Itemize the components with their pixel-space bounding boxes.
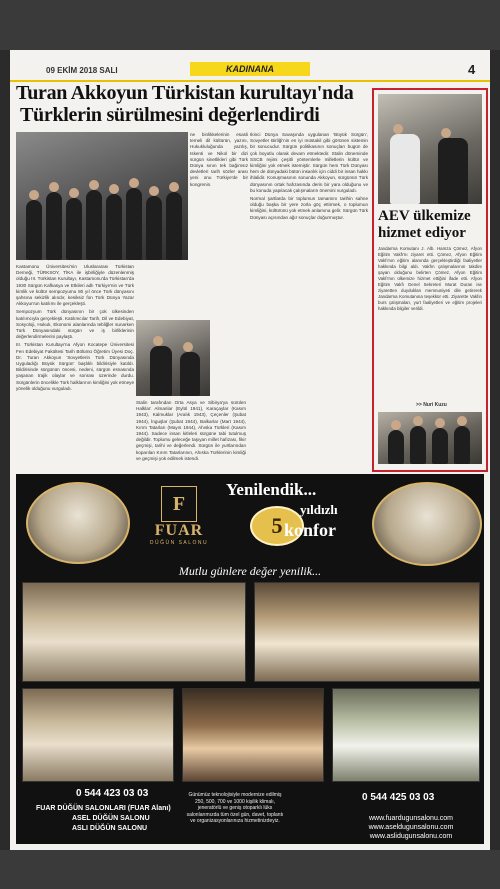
article-paragraph: Normal şartlarda bir toplumun tamamını tarihin sahne olduğu başka bir yere zorla göç ettirmek, o toplumun kimliğini, kültürünü yok etmek anlamına gelir. Sürgün Türk Dünyası açısından ağır sonuçlar doğurmuştur. xyxy=(250,196,368,220)
article-headline xyxy=(16,82,372,126)
website-list xyxy=(338,814,484,841)
article-column-2 xyxy=(136,400,246,468)
person-figure xyxy=(166,192,182,260)
hall-name-2: ASEL DÜĞÜN SALONU xyxy=(72,815,150,822)
person-figure xyxy=(126,188,142,260)
sidebar-title-line-1: AEV ülkemize xyxy=(378,208,471,224)
person-figure xyxy=(454,426,470,464)
headline-line-1: Turan Akkoyun Türkistan kurultayı'nda xyxy=(16,82,354,104)
hall-photo-3 xyxy=(22,688,174,782)
hall-name-1: FUAR DÜĞÜN SALONLARI (FUAR Alanı) xyxy=(36,805,171,812)
page-number: 4 xyxy=(468,62,476,77)
person-figure xyxy=(150,346,172,396)
star-rating-badge: 5 xyxy=(250,506,304,546)
article-paragraph: ne binlikkelerinin esasli temeli dil kültürün, yazını, Hukukluluğunda yazılış, Iskenti ve Nikol bir dizi sürgün sinetlikleri gibi Türk Dünya sının tek bağımsız devletleri tarih sözler arası yeni onu Türkiye'de bir kongrenin. xyxy=(190,132,248,187)
article-column-1 xyxy=(16,264,134,468)
sidebar-text: Jandarma Komutanı J. Alb. Hamza Çömez, Afyon Eğitim Vakfı'nı ziyaret etti. Çömez, Afyon Eğitim Vakfı'nın eğitim alanında gerçekleştirdiği faaliyetler hakkında bilgi aldı. Vakfın çalışmalarının takdire şayan olduğunu belirten Çömez, Afyon Eğitim Vakfı'nın ülkemize hizmet ettiğini ifade etti. Afyon Eğitim Vakfı Genel Sekreteri Murat Duran ise ziyaretten duydukları memnuniyeti dile getirerek Jandarma Komutanına teşekkür etti. Ziyarette Vakfın burs çalışmaları, yurt faaliyetleri ve eğitim projeleri hakkında bilgiler verildi. xyxy=(378,246,482,311)
ad-headline-comfort: konfor xyxy=(284,520,337,540)
phone-bottom-bar xyxy=(0,850,500,889)
website-link[interactable]: www.aseldugunsalonu.com xyxy=(368,824,454,831)
phone-number-left[interactable]: 0 544 423 03 03 xyxy=(76,788,149,799)
phone-number-right[interactable]: 0 544 425 03 03 xyxy=(362,792,435,803)
person-figure xyxy=(46,192,62,260)
page-header xyxy=(10,50,490,82)
sidebar-signature: >> Nuri Kuzu xyxy=(416,402,447,408)
ad-headline-star: yıldızlı xyxy=(300,502,338,517)
hall-photo-4 xyxy=(182,688,324,782)
person-figure xyxy=(106,194,122,260)
person-figure xyxy=(86,190,102,260)
ad-headline-renewed: Yenilendik... xyxy=(226,480,317,499)
ad-slogan: Mutlu günlere değer yenilik... xyxy=(178,564,322,578)
sidebar-title xyxy=(378,208,482,242)
hall-photo-2 xyxy=(254,582,480,682)
website-link[interactable]: www.aslidugunsalonu.com xyxy=(369,833,453,840)
sidebar-title-line-2: hizmet ediyor xyxy=(378,225,466,241)
article-paragraph: Sempozyum Türk dünyasının bir çok ülkesinden katılımcıyla gerçekleşti. Katılımcılar Tarih, Dil ve Edebiyat, Sosyoloji, Hukuk, Ekonomi alanlarında tebliğler sunarken Türk Dünyasındaki sürgün ve iş birliklerinin değerlendirmelerini paylaştı. xyxy=(16,309,134,340)
person-figure xyxy=(146,196,162,260)
article-column-top xyxy=(190,132,248,260)
person-figure xyxy=(180,352,200,396)
person-figure xyxy=(390,134,420,204)
article-paragraph: III. Türkistan Kurultayı'na Afyon Kocatepe Üniversitesi Fen Edebiyat Fakültesi Tarih Bölümü Öğretim Üyesi Doç. Dr. Turan Akkoyun 'Sovyetlerin Türk Dünyasında Uyguladığı Büyük Sürgün' başlıklı bildirisiyle katıldı. Bildirisinde sürgünün öncesi, nedeni, sürgün esnasında yaşanan trajik olaylar ve sonrası üzerinde durdu. Sürgünlerin öncelikle Türk halklarının kimliğini yok etmeye yönelik olduğunu vurguladı. xyxy=(16,342,134,391)
person-figure xyxy=(410,426,426,464)
brand-logo xyxy=(134,486,224,556)
issue-date: 09 EKİM 2018 SALI xyxy=(46,66,118,75)
newspaper-page[interactable] xyxy=(10,50,490,850)
article-column-3 xyxy=(250,132,368,468)
group-photo xyxy=(16,132,188,260)
headline-line-2: Türklerin sürülmesini değerlendirdi xyxy=(20,104,320,126)
person-figure xyxy=(388,430,404,464)
speaker-photo xyxy=(136,320,210,396)
person-figure xyxy=(438,138,468,204)
phone-status-area xyxy=(0,0,500,50)
hall-photo-5 xyxy=(332,688,480,782)
section-banner: KADINANA xyxy=(190,62,310,76)
brand-name: FUAR xyxy=(154,522,204,539)
article-paragraph: Stalin tarafından Orta Asya ve Sibirya'ya sürülen Halklar: Almanlar (Eylül 1941), Karaçaylar (Kasım 1943), Kalmuklar (Aralık 1943), Çeçenler (Şubat 1944), İnguşlar (Şubat 1944), Balkarlar (Mart 1944), Kırım Tatarları (Mayıs 1944), Ahıska Türkleri (Kasım 1944). Sadece insan kitleleri sürgüne tabi tutulmuş değildir. Toplumu geleceğe taşıyan millet hafızası, fikir geçmişi, tarihi ve değerlendi. Sürgün ile yurtlarından koparılan Kırım Tatarlarının, Ahıska Türklerinin kimliği ve geçmişi yok edilmek istendi. xyxy=(136,400,246,461)
website-link[interactable]: www.fuardugunsalonu.com xyxy=(368,815,454,822)
sidebar-news-box xyxy=(372,88,488,472)
hall-name-3: ASLI DÜĞÜN SALONU xyxy=(72,825,148,832)
person-figure xyxy=(432,428,448,464)
hall-photo-round-left xyxy=(26,482,130,564)
person-figure xyxy=(66,198,82,260)
person-figure xyxy=(26,200,42,260)
visit-photo xyxy=(378,412,482,464)
wedding-hall-advert[interactable] xyxy=(16,474,484,844)
brand-subtitle: DÜĞÜN SALONU xyxy=(149,540,209,546)
brand-monogram: F xyxy=(161,486,197,522)
ad-description: Günümüz teknolojisiyle modernize edilmiş 250, 500, 700 ve 1000 kişilik klimalı, jeneratörlü ve geniş otoparklı lüks salonlarımızda tüm özel gün, davet, toplantı ve organizasyonlarınıza hizmetinizdeyiz. xyxy=(186,792,284,824)
hall-photo-1 xyxy=(22,582,246,682)
hall-photo-round-right xyxy=(372,482,482,566)
article-paragraph: Kastamonu Üniversitesi'nin Uluslararası Türkistan Derneği, TÜRKSOY, TİKA ile işbirliğiyle düzenlenmiş olduğu III. Türkistan Kurultayı, Kastamonu'da Türkistan'da 1930 Sürgün Kafkasya ve Etkileri adlı Türkiye'nin ve Türk kimlik ve kültür sempozyumu 80 yıl önce Türk dünyasını şahsına sekizlik alındır, kesiksiz fon Türk Dünya Yazar Akkoyun'un katılımı ile gerçekleşti. xyxy=(16,264,134,307)
officials-photo xyxy=(378,94,482,204)
article-paragraph: Ikinci Dünya Savaşında uygulanan 'Büyük Sürgün', Sovyetler Birliği'nin en iyi müstakil gibi görünen sistemin bir sonucudur. Sürgün politikasının sonuçları bugün de çok boyutlu olarak devam etmektedir. Stalin döneminde SSCB rejimi çeşitli yöntemlerle milletlerin kültür ve kimliğini yok etmek istemiştir. Sürgün hem Türk Dünyası hem de dünyadaki bütün insanlık için ciddi bir insan hakkı ihlalidir. Konuşmasının sonunda Akkoyun, sürgünün Türk dünyasının ortak hafızasında derin bir yara olduğunu ve bu konuda yapılacak çalışmaların önemini vurguladı. xyxy=(250,132,368,193)
